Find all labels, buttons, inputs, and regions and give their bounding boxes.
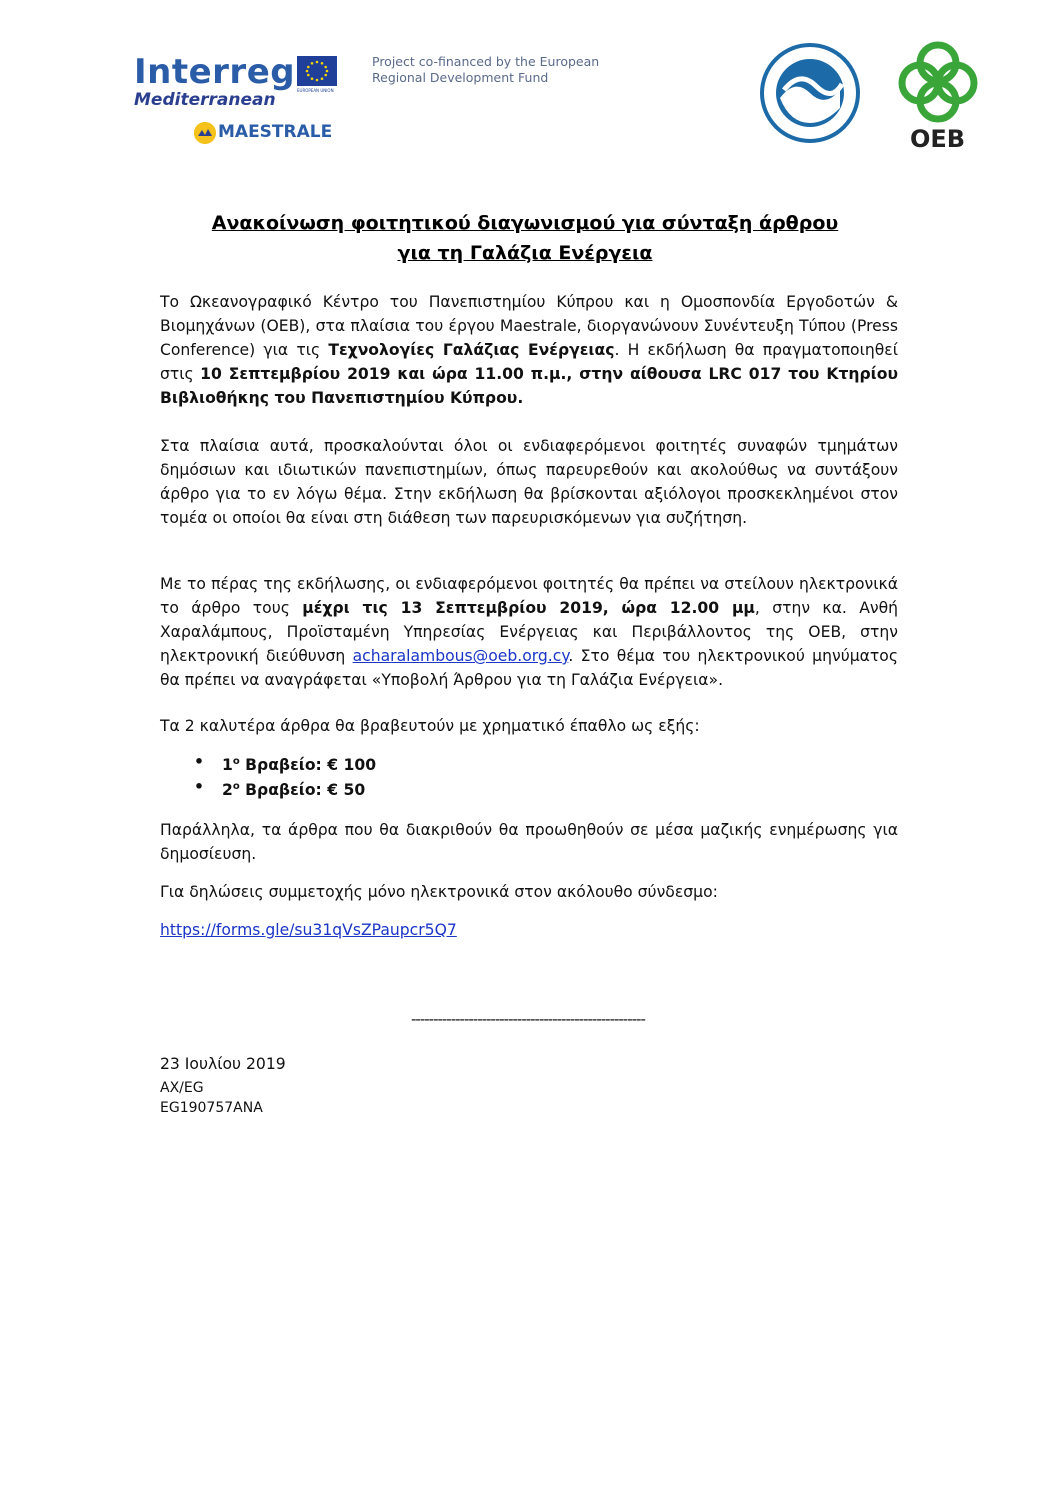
prize-2-num: 2: [222, 781, 233, 800]
cofinanced-line2: Regional Development Fund: [372, 70, 549, 85]
registration-form-link[interactable]: https://forms.gle/su31qVsZPaupcr5Q7: [160, 921, 457, 939]
prize-1-num: 1: [222, 756, 233, 775]
footer-ref-2: EG190757ANA: [160, 1100, 263, 1116]
prize-1-sup: ο: [232, 756, 240, 767]
paragraph-1: [160, 290, 898, 410]
eu-label: EUROPEAN UNION: [297, 88, 334, 93]
paragraph-4: Τα 2 καλυτέρα άρθρα θα βραβευτούν με χρηματικό έπαθλο ως εξής:: [160, 717, 700, 735]
maestrale-sun-icon: [194, 122, 216, 144]
oceanography-center-logo: [760, 38, 860, 148]
cofinanced-text: [372, 54, 599, 86]
p3-bold-1: μέχρι τις 13 Σεπτεμβρίου 2019, ώρα 12.00 μμ: [302, 599, 755, 617]
bullet-icon: •: [194, 753, 204, 771]
interreg-logo-text: Interreg: [134, 52, 296, 92]
email-link[interactable]: acharalambous@oeb.org.cy: [352, 647, 569, 665]
p1-text-2: . Η εκδήλωση θα πραγματοποιηθεί στις: [160, 341, 898, 383]
eu-flag-icon: [297, 56, 337, 86]
footer-date: 23 Ιουλίου 2019: [160, 1055, 286, 1073]
p3-text-1: Με το πέρας της εκδήλωσης, οι ενδιαφερόμενοι φοιτητές θα πρέπει να στείλουν ηλεκτρονικά το άρθρο τους: [160, 575, 898, 617]
footer-ref-1: AX/EG: [160, 1080, 204, 1096]
paragraph-6: Για δηλώσεις συμμετοχής μόνο ηλεκτρονικά στον ακόλουθο σύνδεσμο:: [160, 883, 718, 901]
mediterranean-logo-text: Mediterranean: [134, 90, 276, 110]
p3-text-2: , στην κα. Ανθή Χαραλάμπους, Προϊσταμένη Υπηρεσίας Ενέργειας και Περιβάλλοντος της ΟΕΒ, στην ηλεκτρονική διεύθυνση: [160, 599, 898, 665]
prize-1-text: Βραβείο: € 100: [239, 756, 377, 775]
interreg-logo-block: [134, 52, 614, 152]
paragraph-5: Παράλληλα, τα άρθρα που θα διακριθούν θα προωθηθούν σε μέσα μαζικής ενημέρωσης για δημοσίευση.: [160, 821, 898, 863]
title-line-2: για τη Γαλάζια Ενέργεια: [397, 242, 653, 264]
separator-line: -----------------------------------------------------: [411, 1010, 645, 1028]
p1-text-1: Το Ωκεανογραφικό Κέντρο του Πανεπιστημίου Κύπρου και η Ομοσπονδία Εργοδοτών & Βιομηχάνων (ΟΕΒ), στα πλαίσια του έργου Maestrale, διοργανώνουν Συνέντευξη Τύπου (Press Conference) για τις: [160, 293, 898, 359]
maestrale-logo-text: MAESTRALE: [218, 122, 333, 142]
p1-bold-2: 10 Σεπτεμβρίου 2019 και ώρα 11.00 π.μ., στην αίθουσα LRC 017 του Κτηρίου Βιβλιοθήκης του Πανεπιστημίου Κύπρου.: [160, 365, 898, 407]
oeb-logo-text: OEB: [910, 125, 966, 153]
form-link-line: [160, 918, 898, 942]
p3-text-3: . Στο θέμα του ηλεκτρονικού μηνύματος θα πρέπει να αναγράφεται «Υποβολή Άρθρου για τη Γαλάζια Ενέργεια».: [160, 647, 898, 689]
prize-2-sup: ο: [232, 781, 240, 792]
title-line-1: Ανακοίνωση φοιτητικού διαγωνισμού για σύνταξη άρθρου: [211, 212, 839, 234]
oeb-knot-icon: [888, 35, 988, 125]
cofinanced-line1: Project co-financed by the European: [372, 54, 600, 69]
bullet-icon: •: [194, 778, 204, 796]
oceanography-seal-icon: [760, 38, 860, 148]
prize-2-text: Βραβείο: € 50: [239, 781, 366, 800]
p1-bold-1: Τεχνολογίες Γαλάζιας Ενέργειας: [328, 341, 615, 359]
oeb-logo: [888, 35, 988, 155]
paragraph-3: [160, 572, 898, 692]
paragraph-2: Στα πλαίσια αυτά, προσκαλούνται όλοι οι ενδιαφερόμενοι φοιτητές συναφών τμημάτων δημόσιων και ιδιωτικών πανεπιστημίων, όπως παρευρεθούν και ακολούθως να συντάξουν άρθρο για το εν λόγω θέμα. Στην εκδήλωση θα βρίσκονται αξιόλογοι προσκεκλημένοι στον τομέα οι οποίοι θα είναι στη διάθεση των παρευρισκόμενων για συζήτηση.: [160, 437, 898, 527]
